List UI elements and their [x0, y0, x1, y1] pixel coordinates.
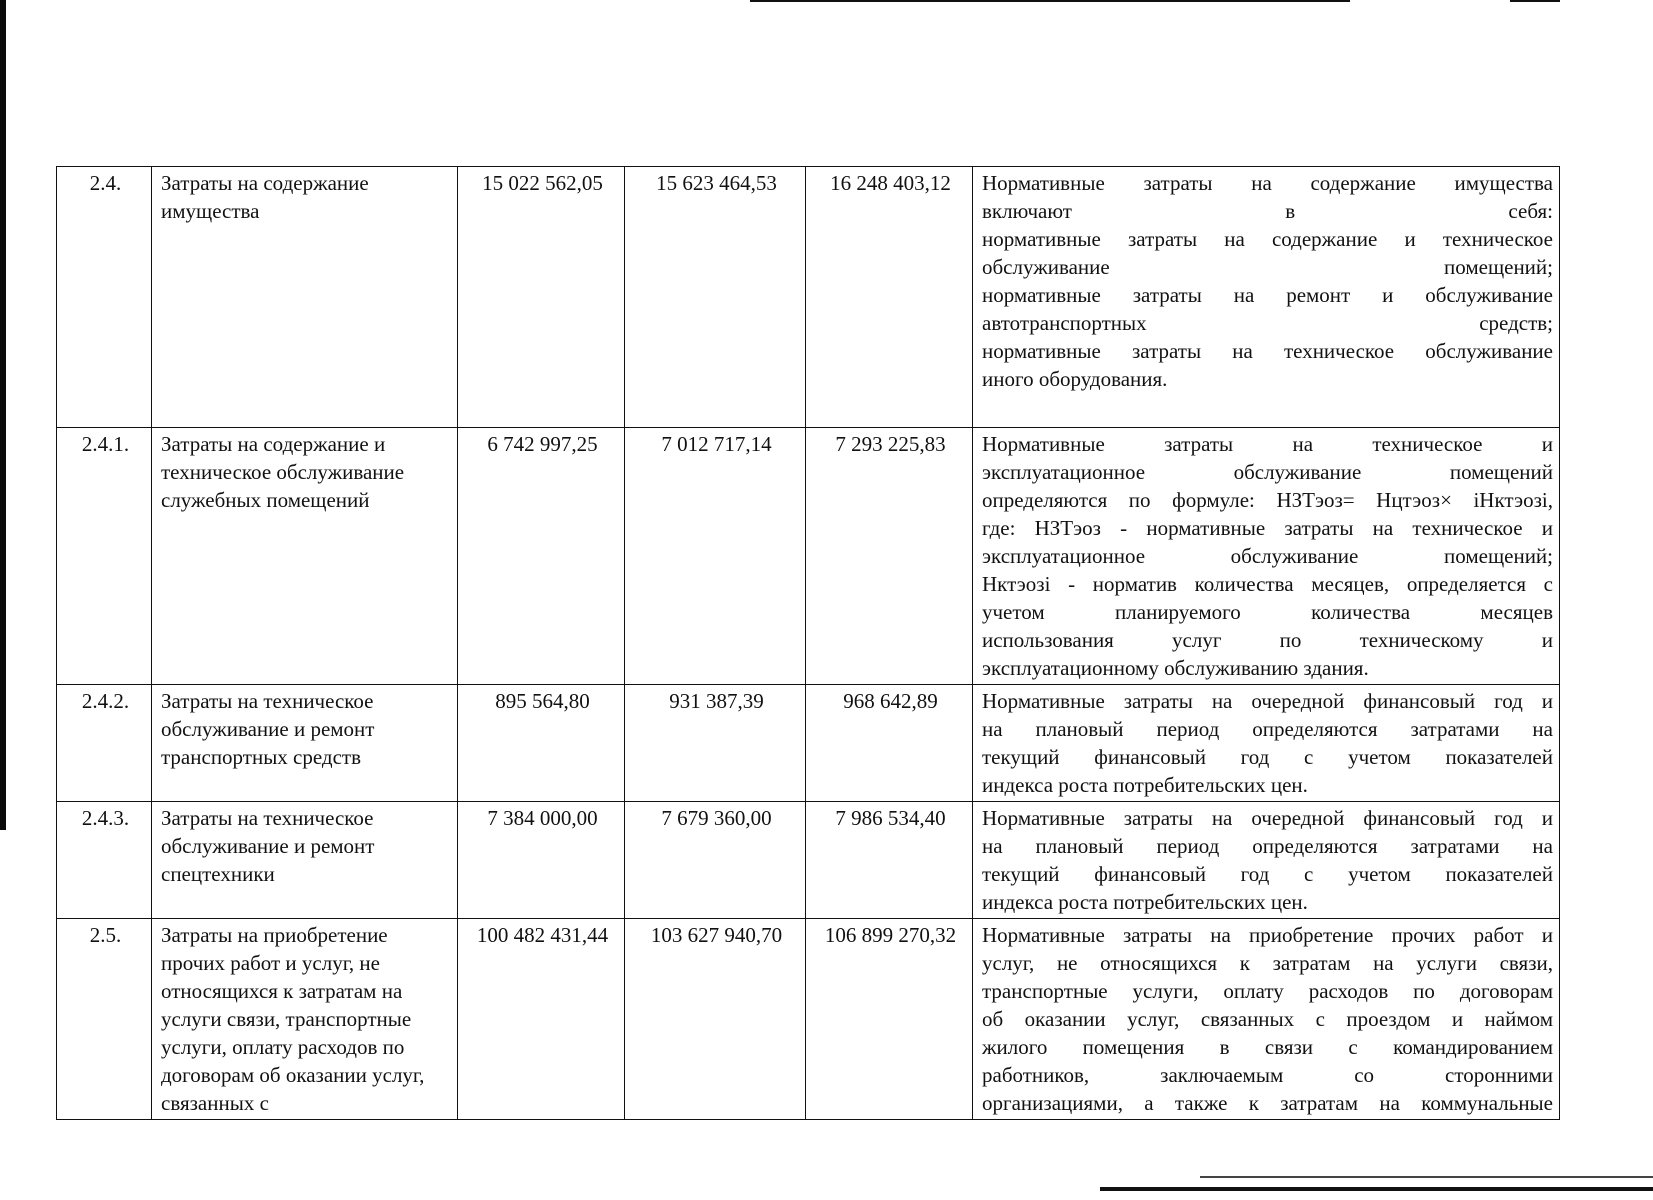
scan-line-top [750, 0, 1350, 2]
cost-item-name: Затраты на техническое обслуживание и ремонт транспортных средств [152, 685, 458, 802]
scan-line-top-short [1510, 0, 1560, 2]
cost-item-name: Затраты на содержание имущества [152, 167, 458, 428]
amount-year-3: 7 293 225,83 [806, 428, 973, 685]
desc-line: текущий финансовый год с учетом показателей [982, 862, 1553, 886]
amount-year-1: 6 742 997,25 [458, 428, 625, 685]
amount-year-2: 7 679 360,00 [625, 802, 806, 919]
row-number: 2.5. [57, 919, 152, 1120]
desc-line: об оказании услуг, связанных с проездом и наймом [982, 1007, 1553, 1031]
desc-line: работников, заключаемым со сторонними [982, 1063, 1553, 1087]
cost-item-name: Затраты на приобретение прочих работ и услуг, не относящихся к затратам на услуги связи, транспортные услуги, оплату расходов по договорам об оказании услуг, связанных с [152, 919, 458, 1120]
desc-line: эксплуатационному обслуживанию здания. [982, 656, 1369, 680]
desc-line: услуг, не относящихся к затратам на услуги связи, [982, 951, 1553, 975]
amount-year-3: 7 986 534,40 [806, 802, 973, 919]
desc-line: Нктэозі - норматив количества месяцев, определяется с [982, 572, 1553, 596]
cost-item-name: Затраты на техническое обслуживание и ремонт спецтехники [152, 802, 458, 919]
desc-line: иного оборудования. [982, 367, 1168, 391]
amount-year-2: 103 627 940,70 [625, 919, 806, 1120]
amount-year-1: 100 482 431,44 [458, 919, 625, 1120]
amount-year-2: 15 623 464,53 [625, 167, 806, 428]
desc-line: где: НЗТэоз - нормативные затраты на техническое и [982, 516, 1553, 540]
desc-line: нормативные затраты на ремонт и обслуживание [982, 283, 1553, 307]
desc-line: автотранспортных средств; [982, 311, 1553, 335]
justification-text [973, 685, 1560, 802]
desc-line: Нормативные затраты на очередной финансовый год и [982, 806, 1553, 830]
table-row [57, 685, 1560, 802]
desc-line: индекса роста потребительских цен. [982, 890, 1308, 914]
table-row [57, 167, 1560, 428]
desc-line: на плановый период определяются затратами на [982, 834, 1553, 858]
amount-year-1: 15 022 562,05 [458, 167, 625, 428]
justification-text [973, 167, 1560, 428]
desc-line: текущий финансовый год с учетом показателей [982, 745, 1553, 769]
desc-line: транспортные услуги, оплату расходов по договорам [982, 979, 1553, 1003]
justification-text [973, 919, 1560, 1120]
amount-year-1: 7 384 000,00 [458, 802, 625, 919]
desc-line: включают в себя: [982, 199, 1553, 223]
desc-line: Нормативные затраты на очередной финансовый год и [982, 689, 1553, 713]
amount-year-3: 16 248 403,12 [806, 167, 973, 428]
desc-line: нормативные затраты на техническое обслуживание [982, 339, 1553, 363]
row-number: 2.4. [57, 167, 152, 428]
desc-line: организациями, а также к затратам на коммунальные [982, 1091, 1553, 1115]
desc-line: эксплуатационное обслуживание помещений [982, 460, 1553, 484]
desc-line: использования услуг по техническому и [982, 628, 1553, 652]
row-number: 2.4.2. [57, 685, 152, 802]
desc-line: обслуживание помещений; [982, 255, 1553, 279]
amount-year-3: 968 642,89 [806, 685, 973, 802]
row-number: 2.4.3. [57, 802, 152, 919]
desc-line: Нормативные затраты на содержание имущества [982, 171, 1553, 195]
cost-item-name: Затраты на содержание и техническое обслуживание служебных помещений [152, 428, 458, 685]
desc-line: определяются по формуле: НЗТэоз= Нцтэоз× іНктэозі, [982, 488, 1553, 512]
amount-year-1: 895 564,80 [458, 685, 625, 802]
table-row [57, 802, 1560, 919]
desc-line: Нормативные затраты на техническое и [982, 432, 1553, 456]
desc-line: эксплуатационное обслуживание помещений; [982, 544, 1553, 568]
amount-year-2: 931 387,39 [625, 685, 806, 802]
cost-table [56, 166, 1560, 1120]
desc-line: учетом планируемого количества месяцев [982, 600, 1553, 624]
justification-text [973, 428, 1560, 685]
scan-line-bottom [1100, 1187, 1653, 1191]
table-row [57, 919, 1560, 1120]
scan-line-bottom-thin [1200, 1176, 1653, 1178]
desc-line: на плановый период определяются затратами на [982, 717, 1553, 741]
amount-year-2: 7 012 717,14 [625, 428, 806, 685]
scan-border-left [0, 0, 6, 830]
justification-text [973, 802, 1560, 919]
desc-line: индекса роста потребительских цен. [982, 773, 1308, 797]
desc-line: нормативные затраты на содержание и техническое [982, 227, 1553, 251]
desc-line: жилого помещения в связи с командированием [982, 1035, 1553, 1059]
row-number: 2.4.1. [57, 428, 152, 685]
amount-year-3: 106 899 270,32 [806, 919, 973, 1120]
desc-line: Нормативные затраты на приобретение прочих работ и [982, 923, 1553, 947]
table-row [57, 428, 1560, 685]
